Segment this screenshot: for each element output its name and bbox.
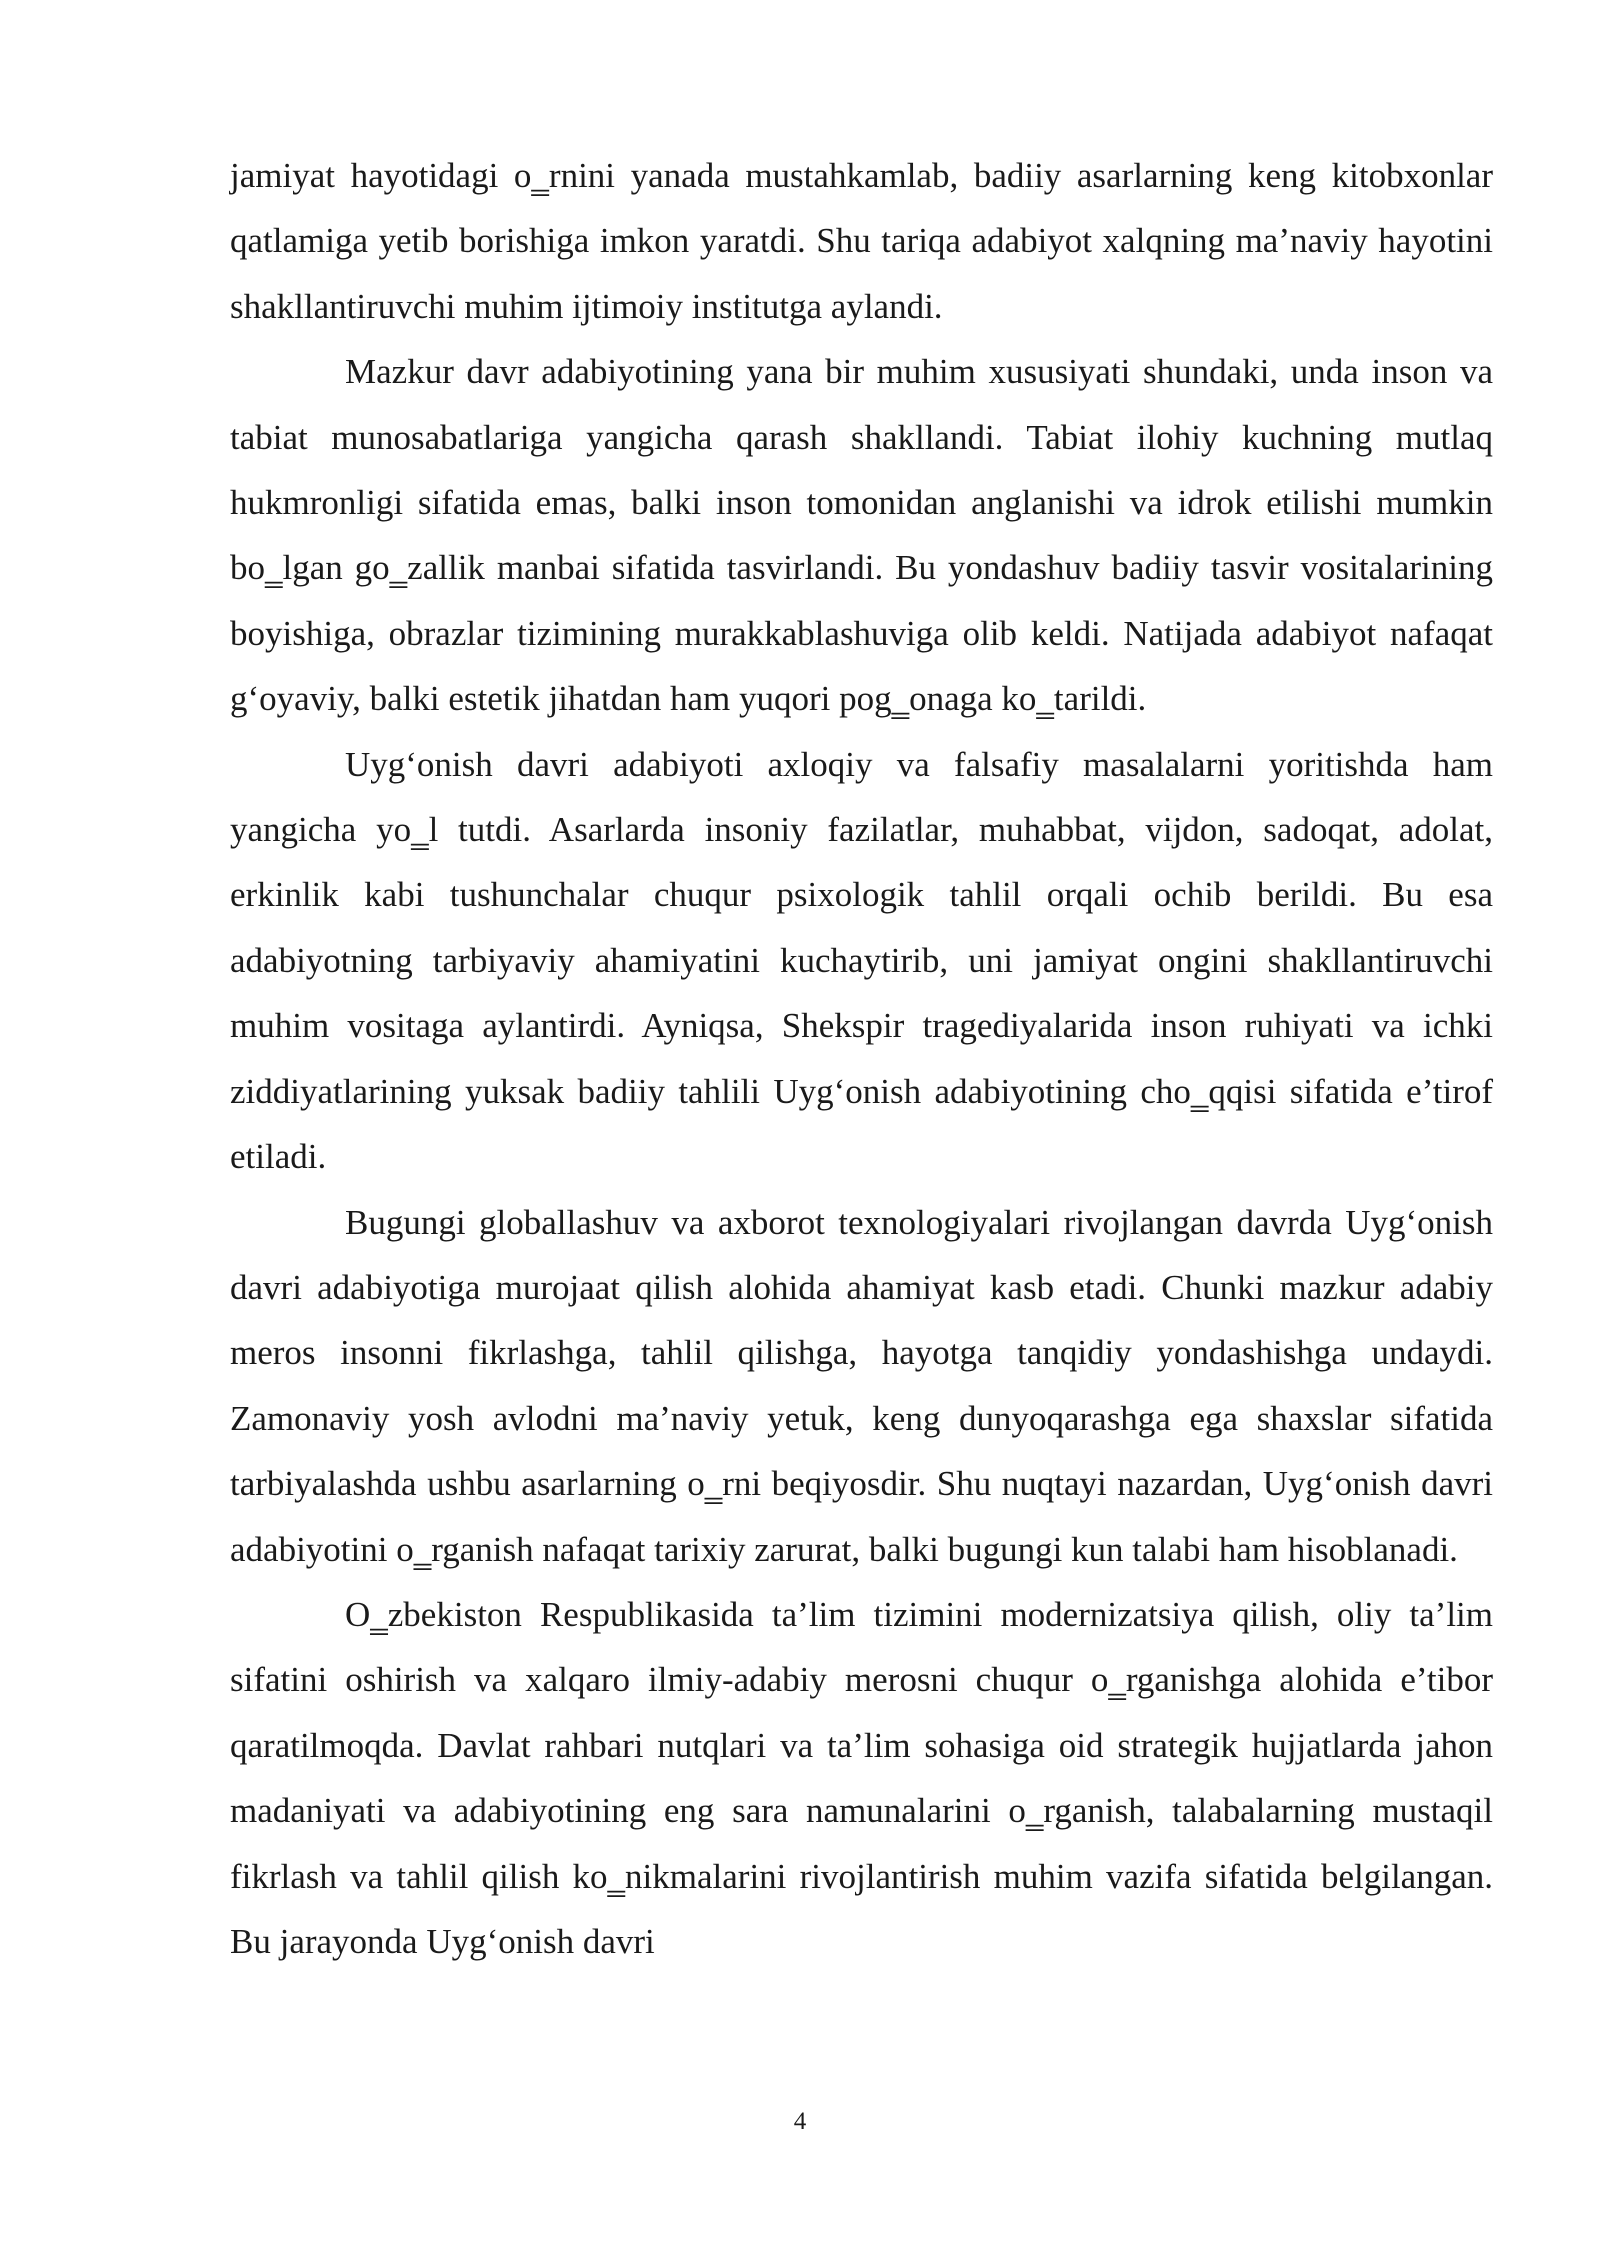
paragraph-4: Bugungi globallashuv va axborot texnologiyalari rivojlangan davrda Uyg‘onish davri adabiyotiga murojaat qilish alohida ahamiyat kasb etadi. Chunki mazkur adabiy meros insonni fikrlashga, tahlil qilishga, hayotga tanqidiy yondashishga undaydi. Zamonaviy yosh avlodni ma’naviy yetuk, keng dunyoqarashga ega shaxslar sifatida tarbiyalashda ushbu asarlarning o‗rni beqiyosdir. Shu nuqtayi nazardan, Uyg‘onish davri adabiyotini o‗rganish nafaqat tarixiy zarurat, balki bugungi kun talabi ham hisoblanadi. bbox=[230, 1202, 1493, 1569]
paragraph-5: O‗zbekiston Respublikasida ta’lim tizimini modernizatsiya qilish, oliy ta’lim sifatini oshirish va xalqaro ilmiy-adabiy merosni chuqur o‗rganishga alohida e’tibor qaratilmoqda. Davlat rahbari nutqlari va ta’lim sohasiga oid strategik hujjatlarda jahon madaniyati va adabiyotining eng sara namunalarini o‗rganish, talabalarning mustaqil fikrlash va tahlil qilish ko‗nikmalarini rivojlantirish muhim vazifa sifatida belgilangan. Bu jarayonda Uyg‘onish davri bbox=[230, 1594, 1493, 1961]
paragraph-2: Mazkur davr adabiyotining yana bir muhim xususiyati shundaki, unda inson va tabiat munosabatlariga yangicha qarash shakllandi. Tabiat ilohiy kuchning mutlaq hukmronligi sifatida emas, balki inson tomonidan anglanishi va idrok etilishi mumkin bo‗lgan go‗zallik manbai sifatida tasvirlandi. Bu yondashuv badiiy tasvir vositalarining boyishiga, obrazlar tizimining murakkablashuviga olib keldi. Natijada adabiyot nafaqat g‘oyaviy, balki estetik jihatdan ham yuqori pog‗onaga ko‗tarildi. bbox=[230, 352, 1493, 719]
paragraph-1: jamiyat hayotidagi o‗rnini yanada mustahkamlab, badiiy asarlarning keng kitobxonlar qatlamiga yetib borishiga imkon yaratdi. Shu tariqa adabiyot xalqning ma’naviy hayotini shakllantiruvchi muhim ijtimoiy institutga aylandi. bbox=[230, 156, 1493, 326]
paragraph-3: Uyg‘onish davri adabiyoti axloqiy va falsafiy masalalarni yoritishda ham yangicha yo‗l tutdi. Asarlarda insoniy fazilatlar, muhabbat, vijdon, sadoqat, adolat, erkinlik kabi tushunchalar chuqur psixologik tahlil orqali ochib berildi. Bu esa adabiyotning tarbiyaviy ahamiyatini kuchaytirib, uni jamiyat ongini shakllantiruvchi muhim vositaga aylantirdi. Ayniqsa, Shekspir tragediyalarida inson ruhiyati va ichki ziddiyatlarining yuksak badiiy tahlili Uyg‘onish adabiyotining cho‗qqisi sifatida e’tirof etiladi. bbox=[230, 744, 1493, 1177]
document-body bbox=[230, 143, 1493, 1974]
page-number: 4 bbox=[793, 2108, 807, 2135]
